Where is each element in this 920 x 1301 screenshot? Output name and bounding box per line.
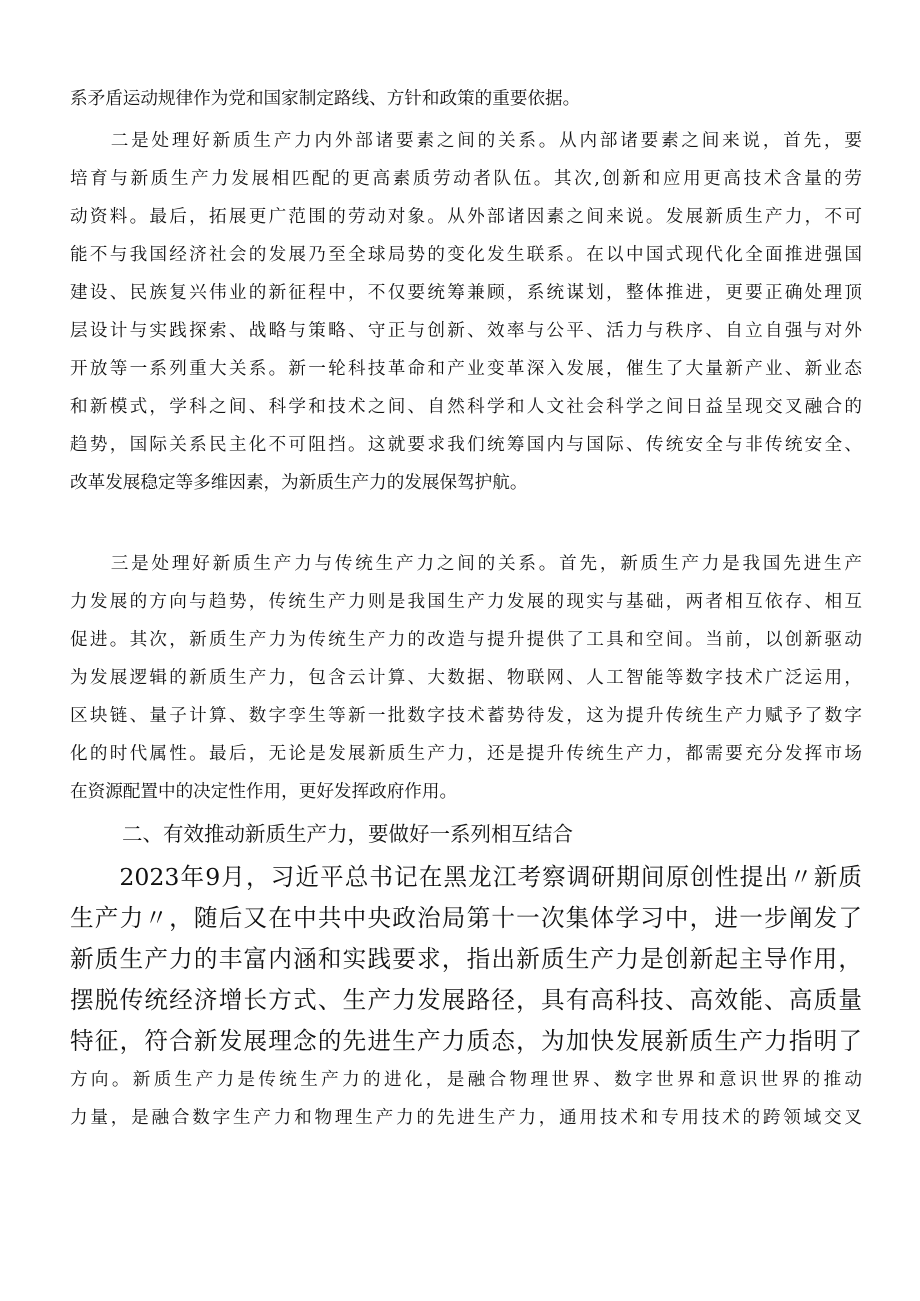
- paragraph-line: 三是处理好新质生产力与传统生产力之间的关系。首先，新质生产力是我国先进生产: [70, 554, 862, 574]
- paragraph-line: 区块链、量子计算、数字孪生等新一批数字技术蓄势待发，这为提升传统生产力赋予了数字: [70, 706, 862, 726]
- large-paragraph-line: 摆脱传统经济增长方式、生产力发展路径，具有高科技、高效能、高质量: [70, 986, 862, 1014]
- paragraph-line: 在资源配置中的决定性作用，更好发挥政府作用。: [70, 782, 458, 802]
- paragraph-line: 建设、民族复兴伟业的新征程中，不仅要统筹兼顾，系统谋划，整体推进，更要正确处理顶: [70, 283, 862, 303]
- paragraph-line: 化的时代属性。最后，无论是发展新质生产力，还是提升传统生产力，都需要充分发挥市场: [70, 744, 862, 764]
- paragraph-line: 培育与新质生产力发展相匹配的更高素质劳动者队伍。其次,创新和应用更高技术含量的劳: [70, 169, 862, 189]
- paragraph-line: 改革发展稳定等多维因素，为新质生产力的发展保驾护航。: [70, 473, 528, 493]
- paragraph-line: 动资料。最后，拓展更广范围的劳动对象。从外部诸因素之间来说。发展新质生产力，不可: [70, 207, 862, 227]
- paragraph-line: 力量，是融合数字生产力和物理生产力的先进生产力，通用技术和专用技术的跨领域交叉: [70, 1108, 862, 1128]
- paragraph-line: 力发展的方向与趋势，传统生产力则是我国生产力发展的现实与基础，两者相互依存、相互: [70, 592, 862, 612]
- paragraph-line: 二是处理好新质生产力内外部诸要素之间的关系。从内部诸要素之间来说，首先，要: [70, 131, 862, 151]
- paragraph-line: 为发展逻辑的新质生产力，包含云计算、大数据、物联网、人工智能等数字技术广泛运用，: [70, 668, 862, 688]
- paragraph-line: 趋势，国际关系民主化不可阻挡。这就要求我们统筹国内与国际、传统安全与非传统安全、: [70, 435, 862, 455]
- paragraph-line: 方向。新质生产力是传统生产力的进化，是融合物理世界、数字世界和意识世界的推动: [70, 1070, 862, 1090]
- paragraph-line: 促进。其次，新质生产力为传统生产力的改造与提升提供了工具和空间。当前，以创新驱动: [70, 630, 862, 650]
- paragraph-line: 和新模式，学科之间、科学和技术之间、自然科学和人文社会科学之间日益呈现交叉融合的: [70, 397, 862, 417]
- paragraph-line: 能不与我国经济社会的发展乃至全球局势的变化发生联系。在以中国式现代化全面推进强国: [70, 245, 862, 265]
- large-paragraph-line: 生产力〃，随后又在中共中央政治局第十一次集体学习中，进一步阐发了: [70, 904, 862, 932]
- large-paragraph-line: 2023年9月，习近平总书记在黑龙江考察调研期间原创性提出〃新质: [70, 863, 862, 891]
- large-paragraph-line: 新质生产力的丰富内涵和实践要求，指出新质生产力是创新起主导作用，: [70, 945, 862, 973]
- section-heading: 二、有效推动新质生产力，要做好一系列相互结合: [122, 822, 573, 846]
- paragraph-line: 层设计与实践探索、战略与策略、守正与创新、效率与公平、活力与秩序、自立自强与对外: [70, 321, 862, 341]
- large-paragraph-line: 特征，符合新发展理念的先进生产力质态，为加快发展新质生产力指明了: [70, 1027, 862, 1055]
- paragraph-line: 系矛盾运动规律作为党和国家制定路线、方针和政策的重要依据。: [70, 89, 581, 109]
- paragraph-line: 开放等一系列重大关系。新一轮科技革命和产业变革深入发展，催生了大量新产业、新业态: [70, 359, 862, 379]
